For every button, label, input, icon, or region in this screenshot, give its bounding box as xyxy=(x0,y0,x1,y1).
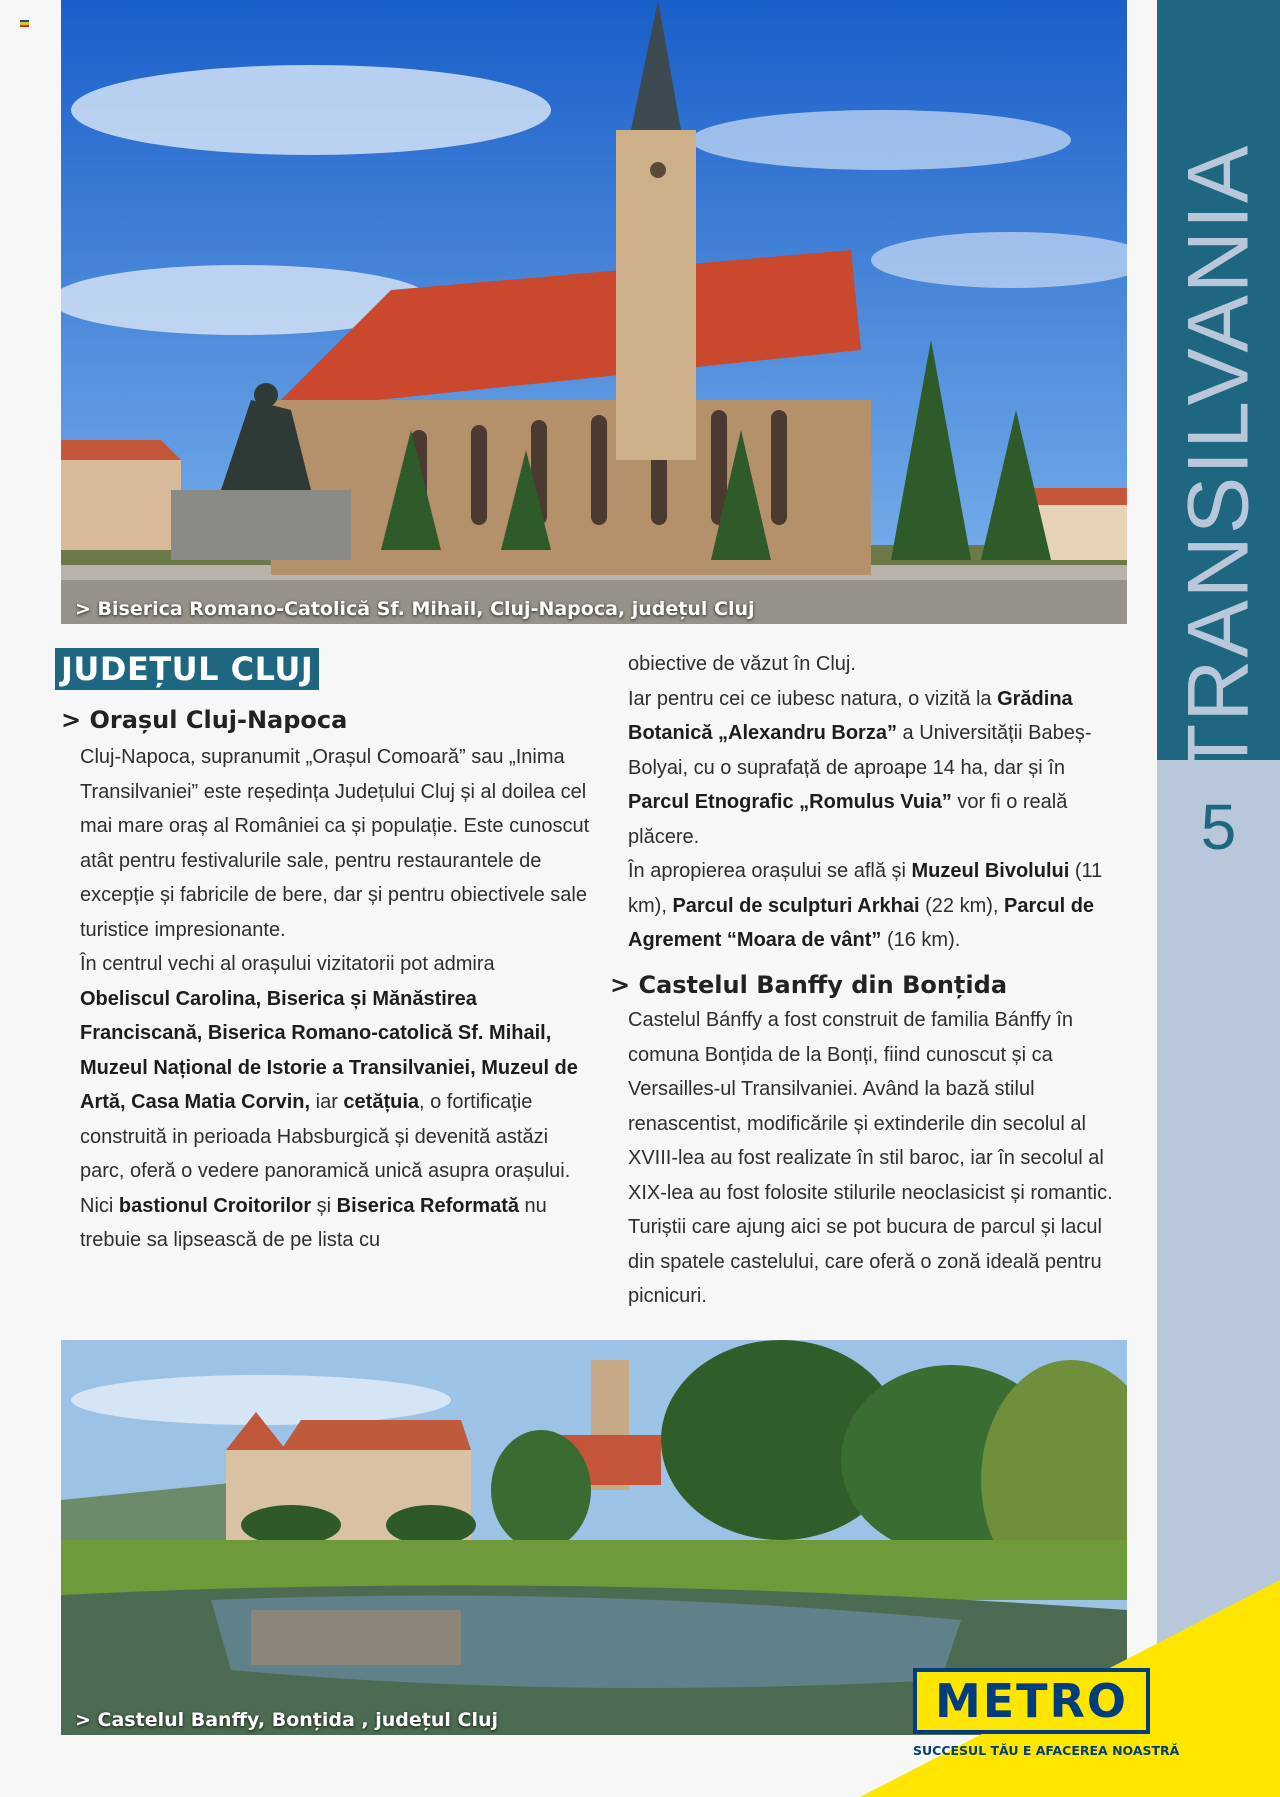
side-band xyxy=(1157,0,1280,1797)
st-michael-church-photo xyxy=(61,0,1127,624)
page-number: 5 xyxy=(1200,791,1237,863)
county-title: JUDEȚUL CLUJ xyxy=(55,648,319,690)
top-photo-caption: > Biserica Romano-Catolică Sf. Mihail, Cluj-Napoca, județul Cluj xyxy=(75,598,755,620)
metro-logo: METRO xyxy=(913,1668,1150,1734)
cluj-napoca-text-continued: obiective de văzut în Cluj. Iar pentru cei ce iubesc natura, o vizită la Grădina Botanică „Alexandru Borza” a Universității Babeș-Bolyai, cu o suprafață de aproape 14 ha, dar și în Parcul Etnografic „Romulus Vuia” vor fi o reală plăcere. În apropierea orașului se află și Muzeul Bivolului (11 km), Parcul de sculpturi Arkhai (22 km), Parcul de Agrement “Moara de vânt” (16 km). xyxy=(628,653,1103,951)
banffy-castle-text: Castelul Bánffy a fost construit de familia Bánffy în comuna Bonțida de la Bonți, fiind cunoscut și ca Versailles-ul Transilvaniei. Având la bază stilul renascentist, modificările și extinderile din secolul al XVIII-lea au fost realizate în stil baroc, iar în secolul al XIX-lea au fost folosite stilurile neoclasicist și romantic. Turiștii care ajung aici se pot bucura de parcul și lacul din spatele castelului, care oferă o zonă ideală pentru picnicuri. xyxy=(628,1009,1113,1307)
bottom-photo-caption: > Castelul Banffy, Bonțida , județul Cluj xyxy=(75,1709,498,1731)
paragraph-old-town-intro: În centrul vechi al orașului vizitatorii pot admira xyxy=(80,953,495,975)
metro-slogan: SUCCESUL TĂU E AFACEREA NOASTRĂ xyxy=(913,1743,1180,1758)
landmarks-bold: Obeliscul Carolina, Biserica și Mănăstirea Franciscană, Biserica Romano-catolică Sf. Mihail, Muzeul Național de Istorie a Transilvaniei, Muzeul de Artă, Casa Matia Corvin, xyxy=(80,987,578,1113)
section-heading-cluj-napoca: > Orașul Cluj-Napoca xyxy=(61,706,348,734)
paragraph-intro: Cluj-Napoca, supranumit „Orașul Comoară” sau „Inima Transilvaniei” este reședința Județului Cluj și al doilea cel mai mare oraș al României ca și populație. Este cunoscut atât pentru festivalurile sale, pentru restaurantele de excepție și fabricile de bere, dar și pentru obiectivele sale turistice impresionante. xyxy=(80,746,590,941)
romania-flag-icon xyxy=(20,20,29,27)
cluj-napoca-text: Cluj-Napoca, supranumit „Orașul Comoară” sau „Inima Transilvaniei” este reședința Județului Cluj și al doilea cel mai mare oraș al României ca și populație. Este cunoscut atât pentru festivalurile sale, pentru restaurantele de excepție și fabricile de bere, dar și pentru obiectivele sale turistice impresionante. În centrul vechi al orașului vizitatorii pot admira Obeliscul Carolina, Biserica și Mănăstirea Franciscană, Biserica Romano-catolică Sf. Mihail, Muzeul Național de Istorie a Transilvaniei, Muzeul de Artă, Casa Matia Corvin, iar cetățuia, o fortificație construită in perioada Habsburgică și devenită astăzi parc, oferă o vedere panoramică unică asupra orașului. Nici bastionul Croitorilor și Biserica Reformată nu trebuie sa lipsească de pe lista cu xyxy=(80,746,590,1251)
region-title: TRANSILVANIA xyxy=(1170,143,1267,777)
section-heading-banffy-castle: > Castelul Banffy din Bonțida xyxy=(610,971,1008,999)
